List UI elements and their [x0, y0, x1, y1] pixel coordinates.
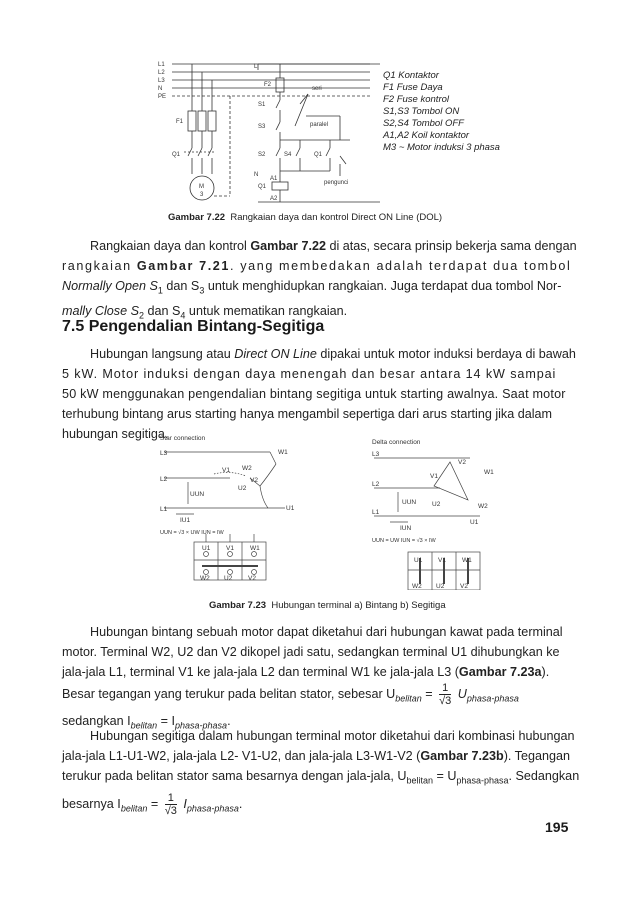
label-seri: seri [312, 86, 322, 92]
label-f2: F2 [264, 82, 272, 88]
legend-item: A1,A2 Koil kontaktor [383, 130, 470, 141]
delta-formula: UUN = UW IUN = √3 × IW [372, 538, 436, 544]
delta-current: IUN [400, 525, 412, 532]
star-v1: V1 [222, 467, 230, 474]
delta-l1: L1 [372, 509, 380, 516]
delta-box-u1: U1 [414, 557, 423, 564]
legend-item: S2,S4 Tombol OFF [383, 118, 464, 129]
label-q1-contact: Q1 [314, 152, 323, 158]
star-u1: U1 [286, 505, 295, 512]
delta-v1: V1 [430, 473, 438, 480]
fraction: $\frac{1}{√3}$ [439, 682, 452, 708]
label-paralel: paralel [310, 122, 329, 128]
label-q1: Q1 [172, 152, 181, 158]
figure-7-22-legend [383, 70, 500, 154]
star-box-w2: W2 [200, 575, 210, 582]
star-box-u1: U1 [202, 545, 211, 552]
label-motor: M [199, 184, 204, 190]
legend-item: Q1 Kontaktor [383, 70, 439, 81]
star-box-v2: V2 [248, 575, 256, 582]
label-pengunci: pengunci [324, 180, 349, 186]
fraction: $\frac{1}{√3}$ [164, 791, 177, 817]
star-voltage: UUN [190, 491, 205, 498]
star-w2: W2 [242, 465, 252, 472]
delta-title: Delta connection [372, 439, 421, 446]
caption-label: Gambar 7.23 [209, 600, 267, 611]
legend-item: F2 Fuse kontrol [383, 94, 449, 105]
label-s4: S4 [284, 152, 292, 158]
star-l3: L3 [160, 450, 168, 457]
delta-box-u2: U2 [436, 583, 445, 590]
star-current: IU1 [180, 517, 191, 524]
delta-l3: L3 [372, 451, 380, 458]
delta-w1: W1 [484, 469, 494, 476]
star-l1: L1 [160, 506, 168, 513]
legend-item: S1,S3 Tombol ON [383, 106, 460, 117]
delta-w2: W2 [478, 503, 488, 510]
star-box-v1: V1 [226, 545, 234, 552]
page-number: 195 [545, 819, 569, 835]
star-box-w1: W1 [250, 545, 260, 552]
label-a2: A2 [270, 196, 278, 202]
figure-7-22-caption [168, 212, 442, 223]
star-u2: U2 [238, 485, 247, 492]
section-title: 7.5 Pengendalian Bintang-Segitiga [62, 318, 325, 335]
label-f1: F1 [176, 119, 184, 125]
delta-box-v2: V2 [460, 583, 468, 590]
label-n-control: N [254, 172, 259, 178]
delta-u2: U2 [432, 501, 441, 508]
label-l: L [254, 64, 258, 70]
delta-box-v1: V1 [438, 557, 446, 564]
figure-7-23-diagram [150, 430, 500, 590]
star-formula: UUN = √3 × UW IUN = IW [160, 530, 224, 536]
delta-voltage: UUN [402, 499, 417, 506]
legend-item: F1 Fuse Daya [383, 82, 443, 93]
label-q1-coil: Q1 [258, 184, 267, 190]
caption-label: Gambar 7.22 [168, 212, 226, 223]
label-s1: S1 [258, 102, 266, 108]
delta-u1: U1 [470, 519, 479, 526]
label-s2: S2 [258, 152, 266, 158]
label-pe: PE [158, 94, 167, 100]
star-box-u2: U2 [224, 575, 233, 582]
label-l3: L3 [158, 78, 165, 84]
legend-item: M3 ~ Motor induksi 3 phasa [383, 142, 500, 153]
figure-7-23-caption [209, 600, 446, 611]
star-v2: V2 [250, 477, 258, 484]
label-s3: S3 [258, 124, 266, 130]
star-w1: W1 [278, 449, 288, 456]
label-l2: L2 [158, 70, 165, 76]
delta-box-w2: W2 [412, 583, 422, 590]
label-l1: L1 [158, 62, 165, 68]
caption-text: Rangkaian daya dan kontrol Direct ON Line (DOL) [230, 212, 443, 223]
star-l2: L2 [160, 476, 168, 483]
label-motor-3: 3 [200, 192, 204, 198]
paragraph-3: Hubungan bintang sebuah motor dapat diketahui dari hubungan kawat pada terminal motor. Terminal W2, U2 dan V2 dikopel jadi satu, sedangkan terminal U1 dihubungkan ke jala-jala L1, terminal V1 ke jala-jala L2 dan terminal W1 ke jala-jala L3 (Gambar 7.23a). Besar tegangan yang terukur pada belitan stator, sebesar $U_{belitan}$ = $\frac{1}{√3}$ $U_{phasa-phasa}$ sedangkan $I_{belitan} = I_{phasa-phasa}$. [62, 625, 563, 731]
star-title: Star connection [160, 435, 206, 442]
delta-v2: V2 [458, 459, 466, 466]
delta-l2: L2 [372, 481, 380, 488]
label-n: N [158, 86, 163, 92]
delta-box-w1: W1 [462, 557, 472, 564]
caption-text: Hubungan terminal a) Bintang b) Segitiga [271, 600, 446, 611]
label-a1: A1 [270, 176, 278, 182]
paragraph-1: Rangkaian daya dan kontrol Gambar 7.22 di atas, secara prinsip bekerja sama dengan rangkaian Gambar 7.21. yang membedakan adalah terdapat dua tombol Normally Open $S_1$ dan $S_3$ untuk menghidupkan rangkaian. Juga terdapat dua tombol Nor- mally Close $S_2$ dan $S_4$ untuk mematikan rangkaian. [62, 239, 577, 321]
paragraph-2: Hubungan langsung atau Direct ON Line dipakai untuk motor induksi berdaya di bawah 5 kW. Motor induksi dengan daya menengah dan besar antara 14 kW sampai 50 kW menggunakan pengendalian bintang segitiga untuk starting awalnya. Saat motor terhubung bintang arus starting hanya mengambil sepertiga dari arus starting jika dalam hubungan segitiga. [62, 347, 576, 441]
paragraph-4: Hubungan segitiga dalam hubungan terminal motor diketahui dari kombinasi hubungan jala-jala L1-U1-W2, jala-jala L2- V1-U2, dan jala-jala L3-W1-V2 (Gambar 7.23b). Tegangan terukur pada belitan stator sama besarnya dengan jala-jala, $U_{belitan} = U_{phasa-phasa}$. Sedangkan besarnya $I_{belitan}$ = $\frac{1}{√3}$ $I_{phasa-phasa}$. [62, 729, 580, 817]
